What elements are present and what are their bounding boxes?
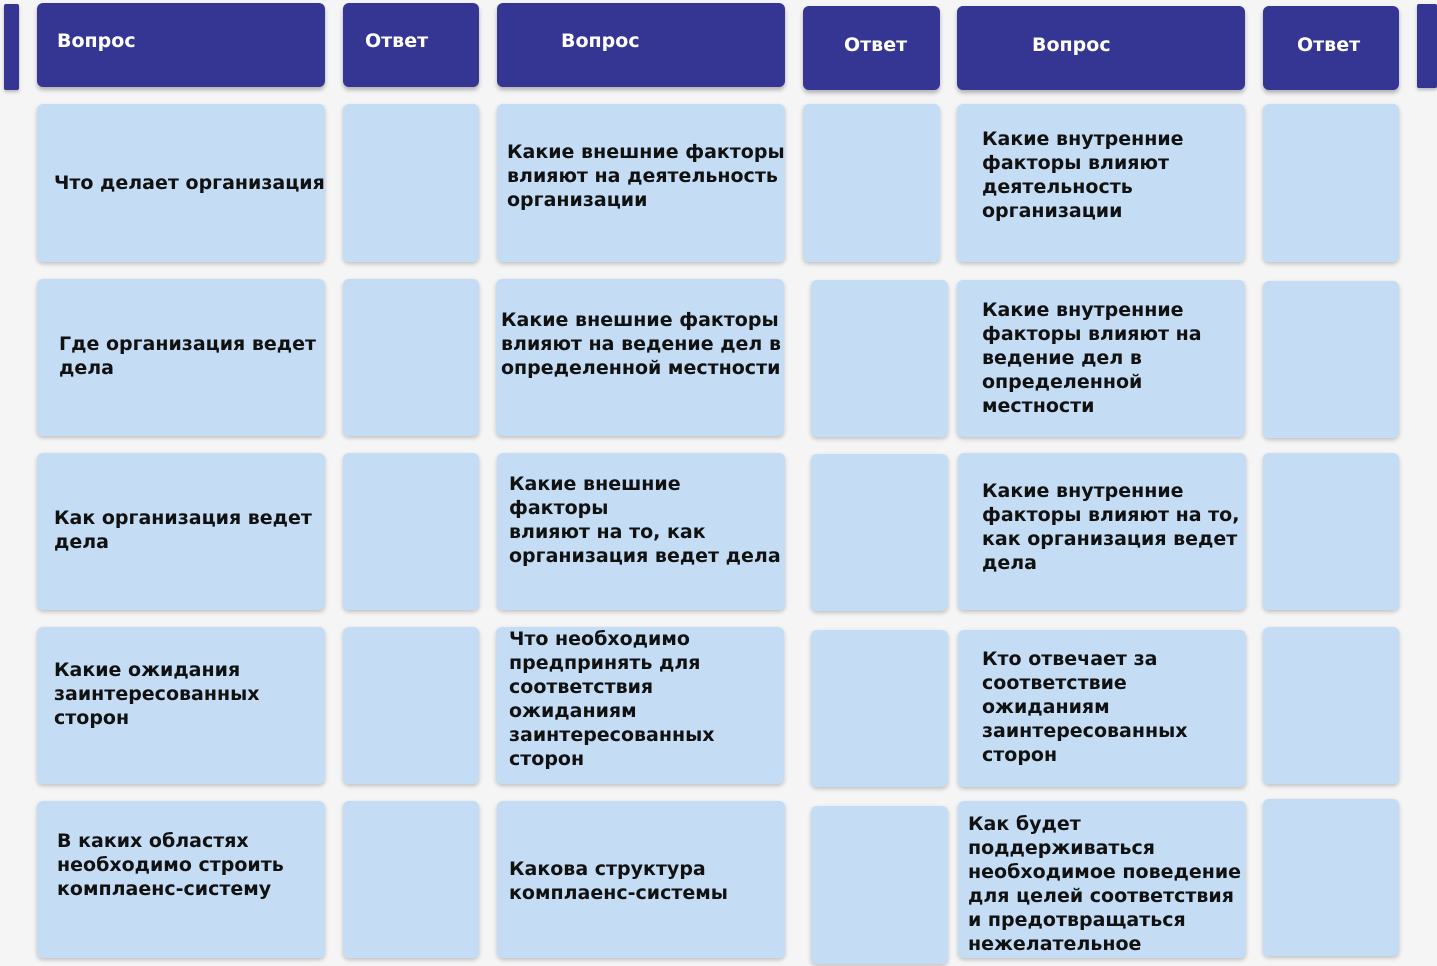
- answer-cell[interactable]: [803, 104, 940, 262]
- question-cell: [957, 104, 1245, 262]
- header-answer-1-label: Ответ: [365, 30, 429, 52]
- question-text: Какие внешние факторы влияют на ведение дел в определенной местности: [501, 308, 781, 379]
- question-cell: [958, 630, 1246, 787]
- answer-cell[interactable]: [811, 630, 948, 787]
- question-text: Какие внутренние факторы влияют на ведение дел в определенной местности: [982, 298, 1202, 417]
- question-text: Какие внешние факторы влияют на то, как организация ведет дела: [509, 472, 781, 567]
- question-cell: [37, 279, 325, 436]
- right-edge-header-fragment: [1417, 4, 1437, 88]
- header-answer-2: [803, 6, 940, 90]
- answer-cell[interactable]: [343, 801, 479, 958]
- answer-cell[interactable]: [343, 453, 479, 610]
- question-text: Какие ожидания заинтересованных сторон: [54, 658, 260, 729]
- answer-cell[interactable]: [1263, 627, 1399, 784]
- question-cell: [497, 104, 785, 262]
- answer-cell[interactable]: [1263, 281, 1399, 438]
- question-cell: [957, 280, 1245, 437]
- answer-cell[interactable]: [811, 806, 948, 964]
- question-cell: [37, 104, 325, 262]
- question-text: Кто отвечает за соответствие ожиданиям заинтересованных сторон: [982, 647, 1188, 766]
- header-answer-2-label: Ответ: [844, 34, 908, 56]
- header-answer-3: [1263, 6, 1399, 90]
- header-question-1: [37, 3, 325, 87]
- question-cell: [37, 627, 325, 784]
- question-text: Какие внешние факторы влияют на деятельность организации: [507, 141, 785, 211]
- header-question-1-label: Вопрос: [57, 30, 136, 52]
- header-answer-3-label: Ответ: [1297, 34, 1361, 56]
- question-text: Где организация ведет дела: [59, 332, 317, 379]
- question-text: Как будет поддерживаться необходимое поведение для целей соответствия и предотвращаться нежелательное: [968, 812, 1242, 955]
- answer-cell[interactable]: [343, 279, 479, 436]
- answer-cell[interactable]: [811, 454, 948, 611]
- header-question-2: [497, 3, 785, 87]
- question-text: Что делает организация: [54, 172, 325, 194]
- question-text: Какова структура комплаенс-системы: [509, 857, 728, 904]
- question-cell: [496, 279, 784, 436]
- question-cell: [497, 801, 785, 958]
- answer-cell[interactable]: [343, 627, 479, 784]
- question-text: Что необходимо предпринять для соответствия ожиданиям заинтересованных сторон: [509, 627, 715, 770]
- header-question-2-label: Вопрос: [561, 30, 640, 52]
- question-text: Какие внутренние факторы влияют деятельность организации: [982, 128, 1184, 222]
- question-cell: [37, 801, 325, 958]
- question-text: В каких областях необходимо строить комплаенс-систему: [57, 829, 284, 900]
- answer-cell[interactable]: [1263, 799, 1399, 956]
- question-cell: [496, 627, 784, 784]
- question-cell: [958, 801, 1246, 958]
- answer-cell[interactable]: [343, 104, 479, 262]
- header-question-3-label: Вопрос: [1032, 34, 1111, 56]
- answer-cell[interactable]: [811, 280, 948, 437]
- question-cell: [497, 453, 785, 610]
- left-edge-header-fragment: [4, 4, 19, 90]
- question-cell: [37, 453, 325, 610]
- answer-cell[interactable]: [1263, 453, 1399, 610]
- header-question-3: [957, 6, 1245, 90]
- question-text: Какие внутренние факторы влияют на то, как организация ведет дела: [982, 479, 1240, 574]
- question-text: Как организация ведет дела: [54, 506, 312, 553]
- header-answer-1: [343, 3, 479, 87]
- question-cell: [958, 453, 1246, 610]
- answer-cell[interactable]: [1263, 104, 1399, 262]
